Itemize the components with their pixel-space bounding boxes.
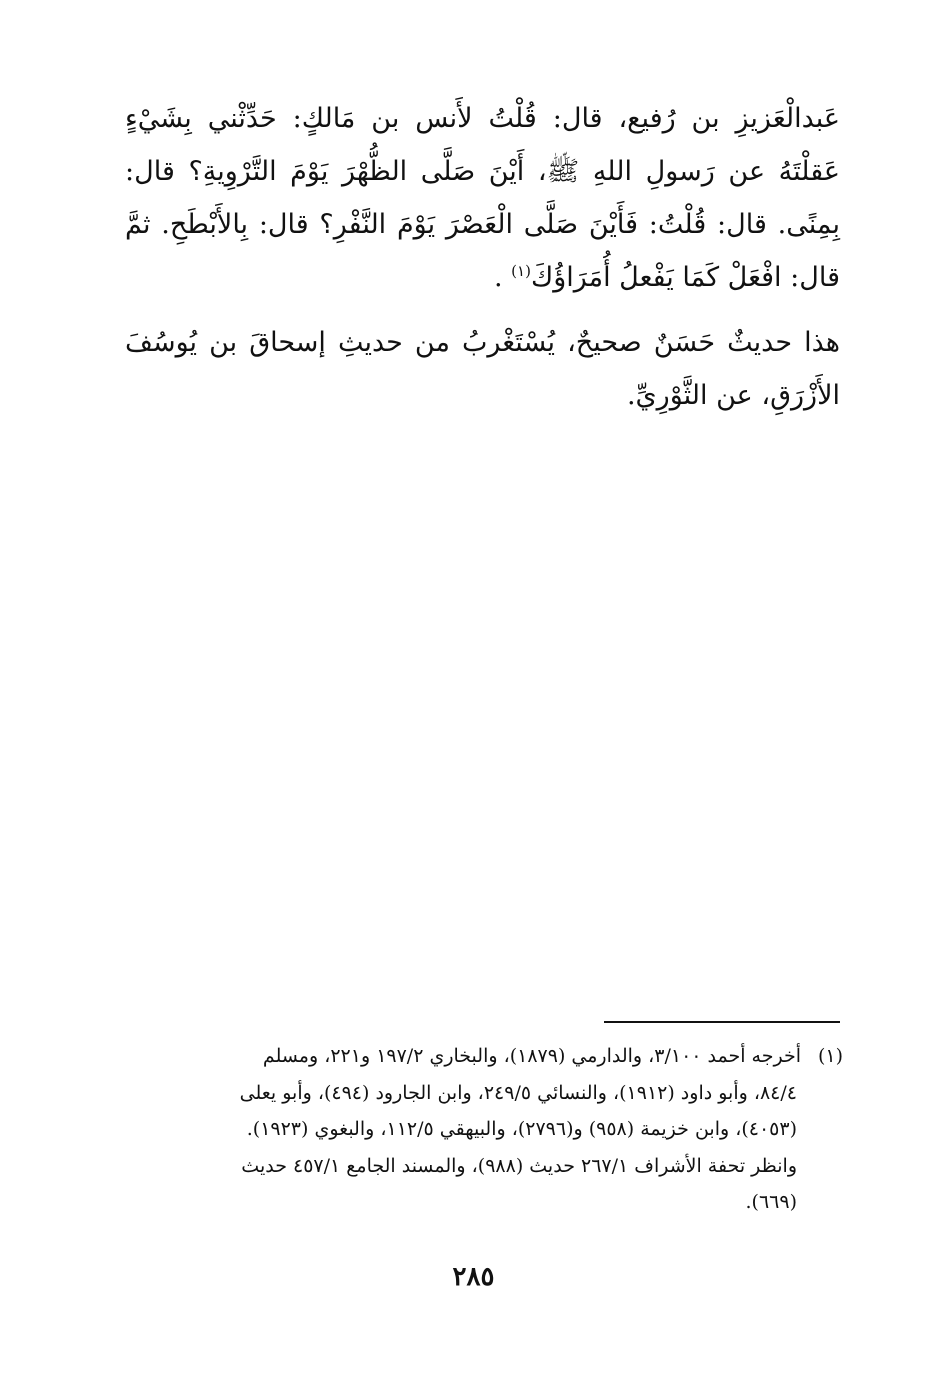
hadith-paragraph bbox=[125, 92, 840, 304]
footnote-line: (١)أخرجه أحمد ٣/١٠٠، والدارمي (١٨٧٩)، والبخاري ١٩٧/٢ و٢٢١، ومسلم bbox=[125, 1038, 843, 1075]
footnote-line: (٦٦٩). bbox=[745, 1191, 797, 1213]
hadith-text: عَبدالْعَزيزِ بن رُفيع، قال: قُلْتُ لأَنس بن مَالكٍ: حَدِّثْني بِشَيْءٍ عَقلْتَهُ عن رَسولِ اللهِ ﷺ، أَيْنَ صَلَّى الظُّهْرَ يَوْمَ التَّرْوِيةِ؟ قال: بِمِنًى. قال: قُلْتُ: فَأَيْنَ صَلَّى الْعَصْرَ يَوْمَ النَّفْرِ؟ قال: بِالأَبْطَحِ. ثمَّ قال: افْعَلْ كَمَا يَفْعلُ أُمَرَاؤُكَ bbox=[125, 103, 840, 293]
footnote-line: ٨٤/٤، وأبو داود (١٩١٢)، والنسائي ٢٤٩/٥، وابن الجارود (٤٩٤)، وأبو يعلى bbox=[239, 1081, 797, 1104]
main-text-block bbox=[125, 92, 840, 422]
footnote-reference[interactable]: (١) bbox=[511, 262, 531, 280]
footnote-line: (٤٠٥٣)، وابن خزيمة (٩٥٨) و(٢٧٩٦)، والبيهقي ١١٢/٥، والبغوي (١٩٢٣). bbox=[246, 1118, 797, 1140]
footnote bbox=[125, 1038, 843, 1221]
hadith-end-punctuation: . bbox=[493, 262, 512, 293]
footnote-number: (١) bbox=[817, 1045, 843, 1067]
footnote-line: وانظر تحفة الأشراف ٢٦٧/١ حديث (٩٨٨)، والمسند الجامع ٤٥٧/١ حديث bbox=[241, 1154, 797, 1177]
grading-paragraph: هذا حديثٌ حَسَنٌ صحيحٌ، يُسْتَغْربُ من حديثِ إسحاقَ بن يُوسُفَ الأَزْرَقِ، عن الثَّوْرِيِّ. bbox=[125, 327, 840, 411]
page-number: ٢٨٥ bbox=[452, 1262, 495, 1292]
footnote-divider bbox=[604, 1021, 840, 1023]
